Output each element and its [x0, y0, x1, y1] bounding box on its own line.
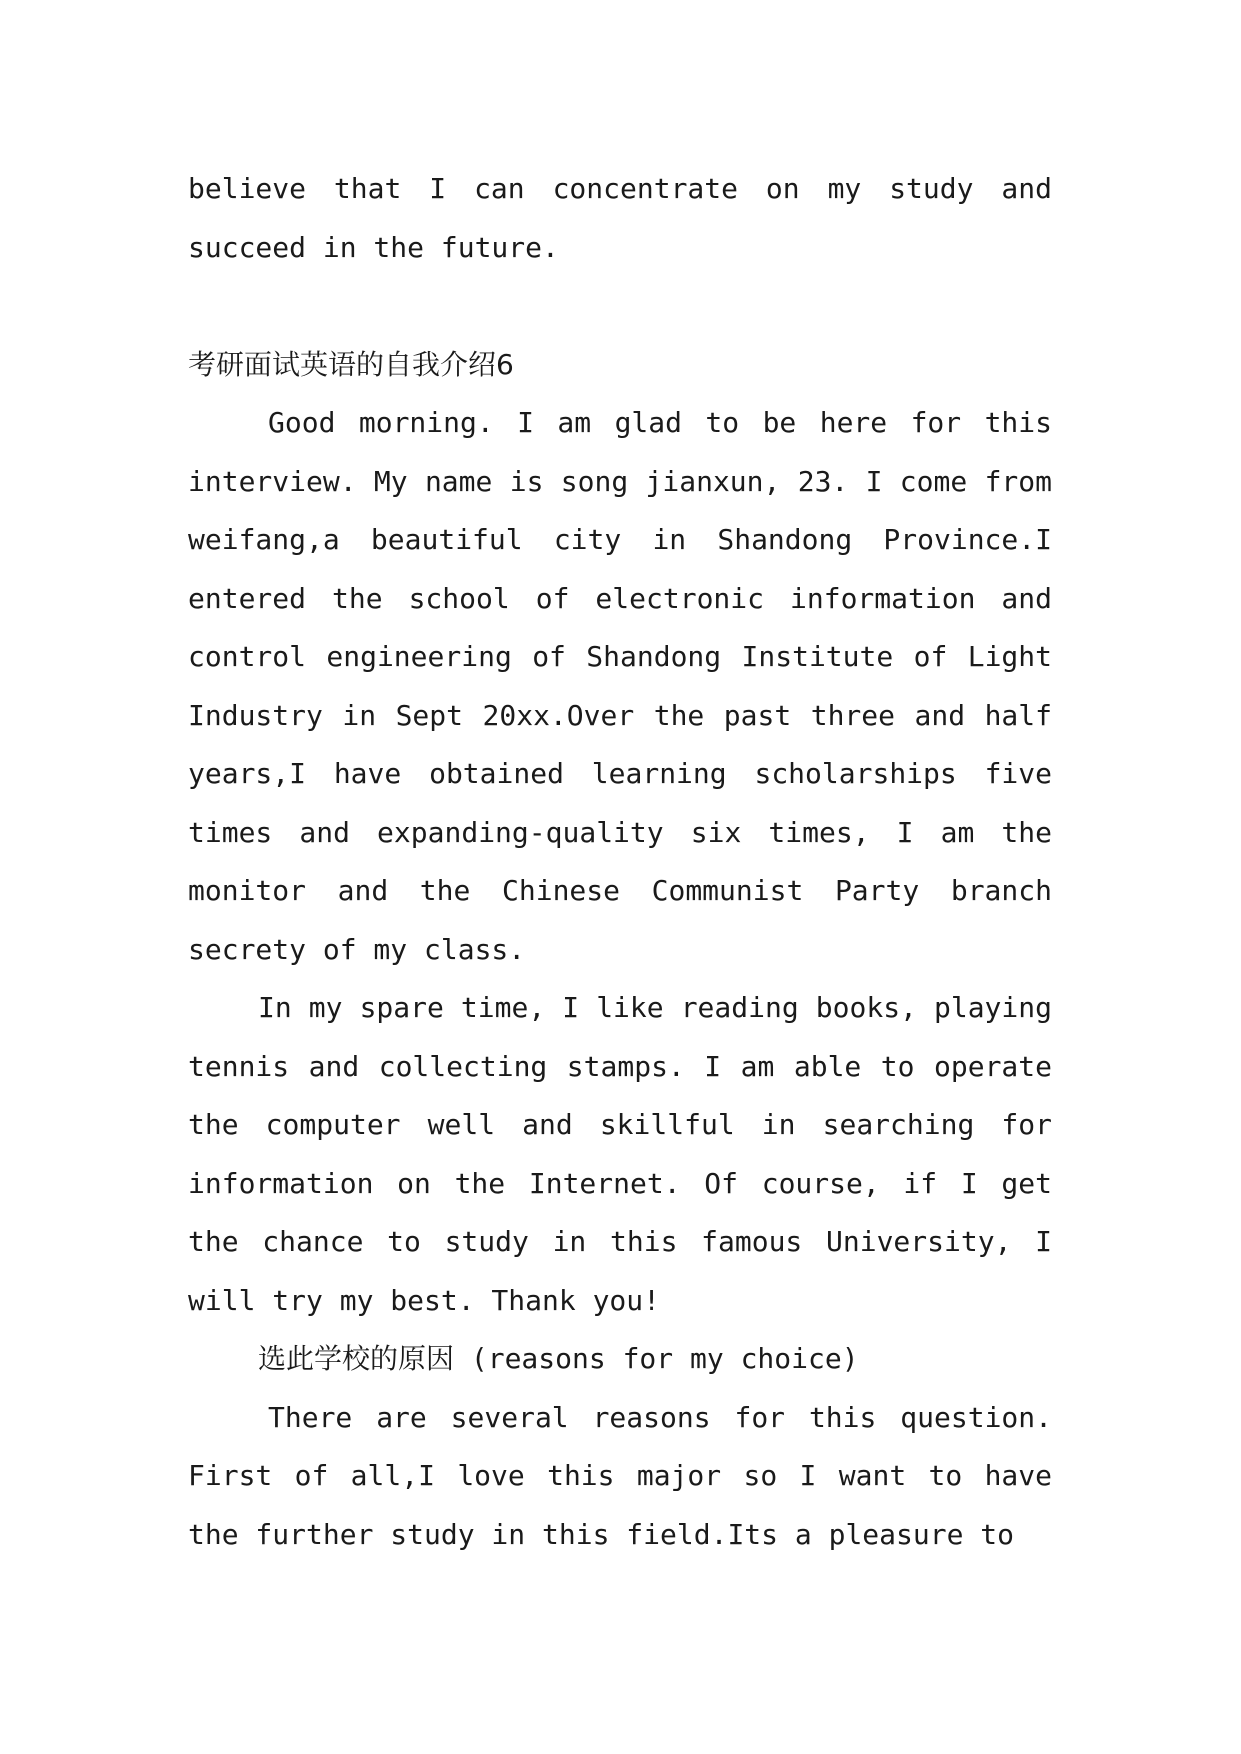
intro-paragraph: Good morning. I am glad to be here for this interview. My name is song jianxun, 23. I come from weifang,a beautiful city in Shandong Province.I entered the school of electronic information and control engineering of Shandong Institute of Light Industry in Sept 20xx.Over the past three and half years,I have obtained learning scholarships five times and expanding-quality six times, I am the monitor and the Chinese Communist Party branch secrety of my class.	[188, 406, 1052, 966]
section-heading: 考研面试英语的自我介绍6	[188, 347, 514, 381]
reasons-subheading: 选此学校的原因 (reasons for my choice)	[258, 1342, 859, 1375]
document-body	[188, 160, 1052, 1564]
continuation-paragraph: believe that I can concentrate on my study and succeed in the future.	[188, 172, 1052, 264]
hobbies-paragraph: In my spare time, I like reading books, playing tennis and collecting stamps. I am able to operate the computer well and skillful in searching for information on the Internet. Of course, if I get the chance to study in this famous University, I will try my best. Thank you!	[188, 991, 1052, 1317]
reasons-paragraph: There are several reasons for this question. First of all,I love this major so I want to have the further study in this field.Its a pleasure to	[188, 1400, 1052, 1551]
paragraph-gap	[188, 277, 1052, 336]
